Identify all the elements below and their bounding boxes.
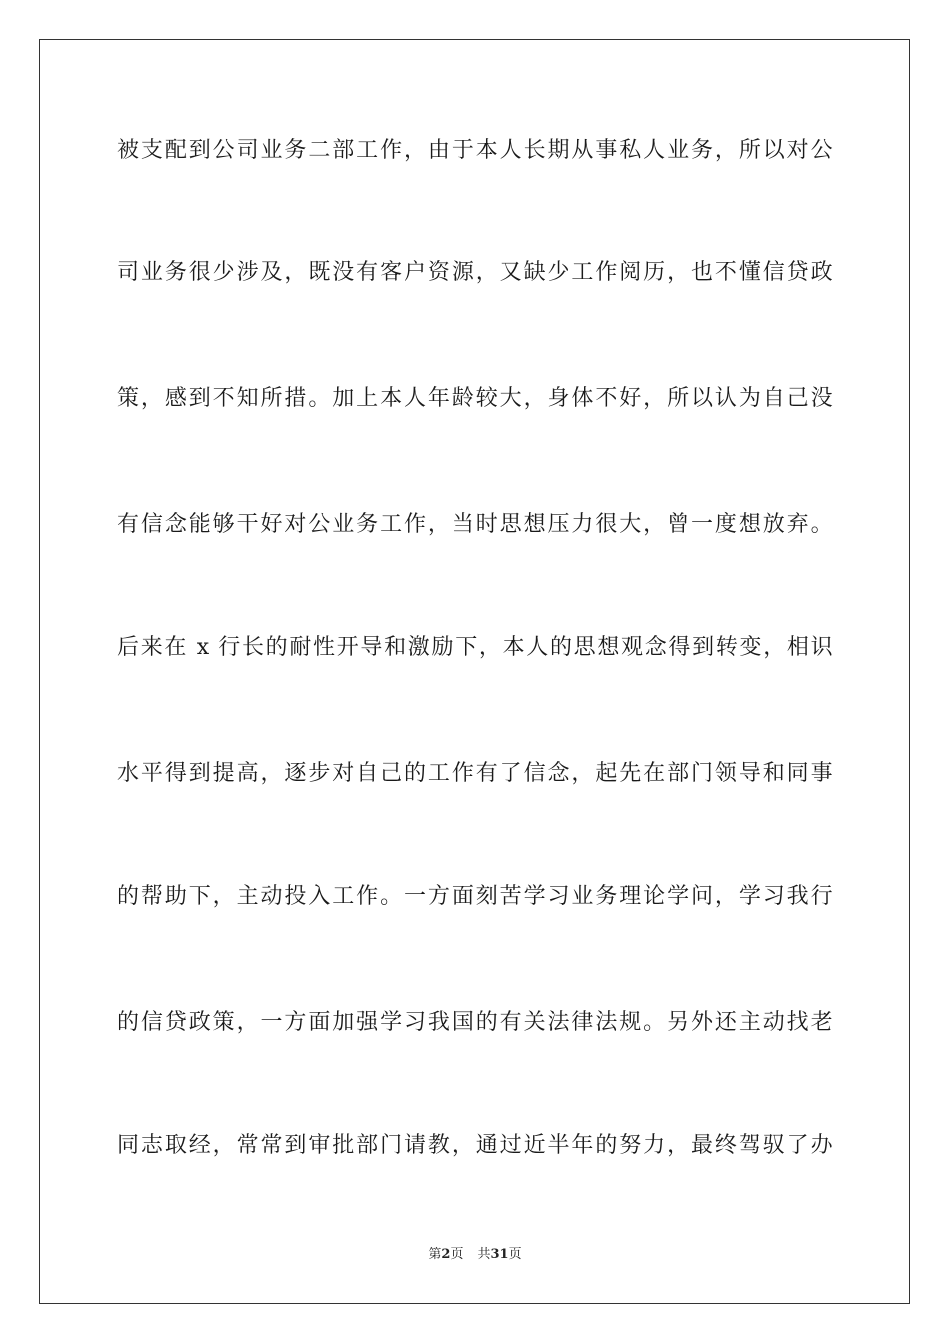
text-line-7: 的帮助下，主动投入工作。一方面刻苦学习业务理论学问，学习我行: [117, 884, 833, 909]
text-line-5: 后来在 x 行长的耐性开导和激励下，本人的思想观念得到转变，相识: [117, 635, 833, 660]
text-line-6: 水平得到提高，逐步对自己的工作有了信念，起先在部门领导和同事: [117, 761, 833, 786]
total-prefix: 共: [477, 1247, 491, 1262]
page-border: [39, 39, 910, 1304]
page-footer: [0, 1246, 950, 1264]
total-suffix: 页: [508, 1247, 522, 1262]
text-line-4: 有信念能够干好对公业务工作，当时思想压力很大，曾一度想放弃。: [117, 512, 833, 537]
page-suffix: 页: [450, 1247, 464, 1262]
page-prefix: 第: [428, 1247, 442, 1262]
text-line-2: 司业务很少涉及，既没有客户资源，又缺少工作阅历，也不懂信贷政: [117, 260, 833, 285]
text-line-9: 同志取经，常常到审批部门请教，通过近半年的努力，最终驾驭了办: [117, 1133, 833, 1158]
text-line-8: 的信贷政策，一方面加强学习我国的有关法律法规。另外还主动找老: [117, 1010, 833, 1035]
page-number: 2: [441, 1247, 451, 1262]
text-line-3: 策，感到不知所措。加上本人年龄较大，身体不好，所以认为自己没: [117, 386, 833, 411]
text-line-1: 被支配到公司业务二部工作，由于本人长期从事私人业务，所以对公: [117, 138, 833, 163]
total-pages: 31: [490, 1247, 509, 1262]
